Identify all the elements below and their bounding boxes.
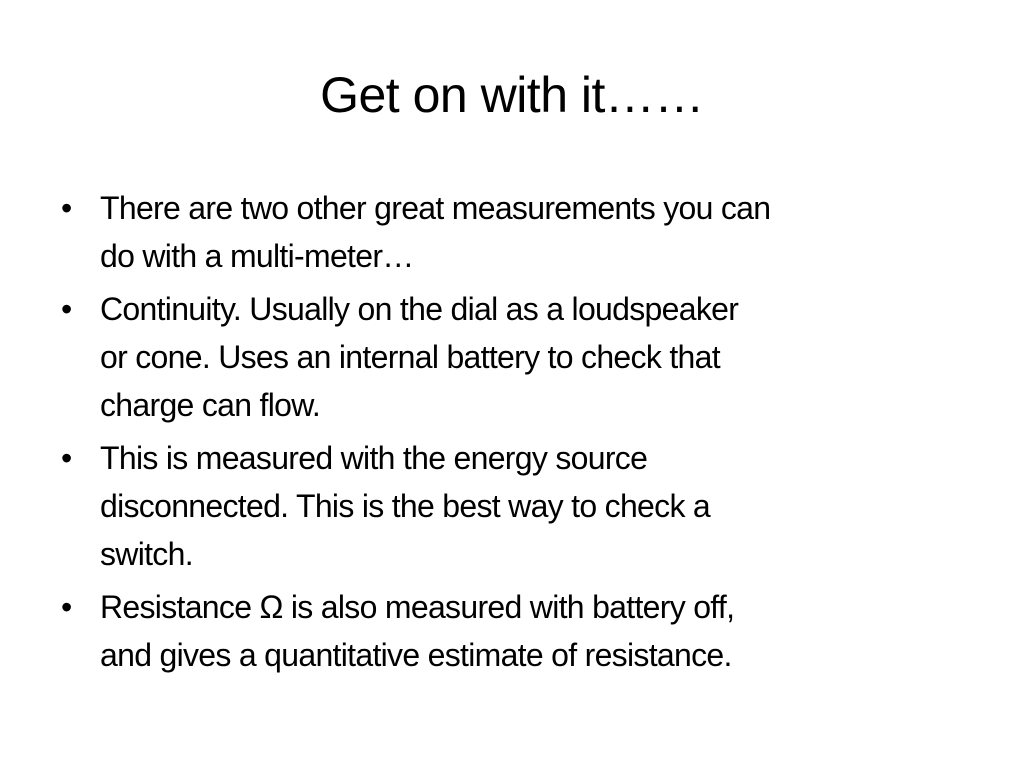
bullet-text-line: disconnected. This is the best way to check a: [100, 488, 711, 524]
bullet-item: [58, 434, 978, 578]
bullet-icon: •: [61, 440, 72, 476]
slide-title: Get on with it……: [320, 67, 704, 123]
bullet-text-line: Continuity. Usually on the dial as a loudspeaker: [100, 291, 739, 327]
bullet-item: [58, 583, 978, 679]
bullet-icon: •: [61, 190, 72, 226]
bullet-text-line: There are two other great measurements you can: [100, 190, 771, 226]
bullet-item: [58, 184, 978, 280]
bullet-text-line: switch.: [100, 536, 193, 572]
bullet-icon: •: [61, 291, 72, 327]
bullet-item: [58, 285, 978, 429]
bullet-icon: •: [61, 589, 72, 625]
bullet-text-line: This is measured with the energy source: [100, 440, 648, 476]
bullet-text-line: Resistance Ω is also measured with battery off,: [100, 589, 735, 625]
bullet-text-line: charge can flow.: [100, 387, 321, 423]
bullet-text-line: do with a multi-meter…: [100, 238, 414, 274]
bullet-text-line: and gives a quantitative estimate of resistance.: [100, 637, 732, 673]
bullet-list: [58, 184, 978, 684]
bullet-text-line: or cone. Uses an internal battery to check that: [100, 339, 720, 375]
